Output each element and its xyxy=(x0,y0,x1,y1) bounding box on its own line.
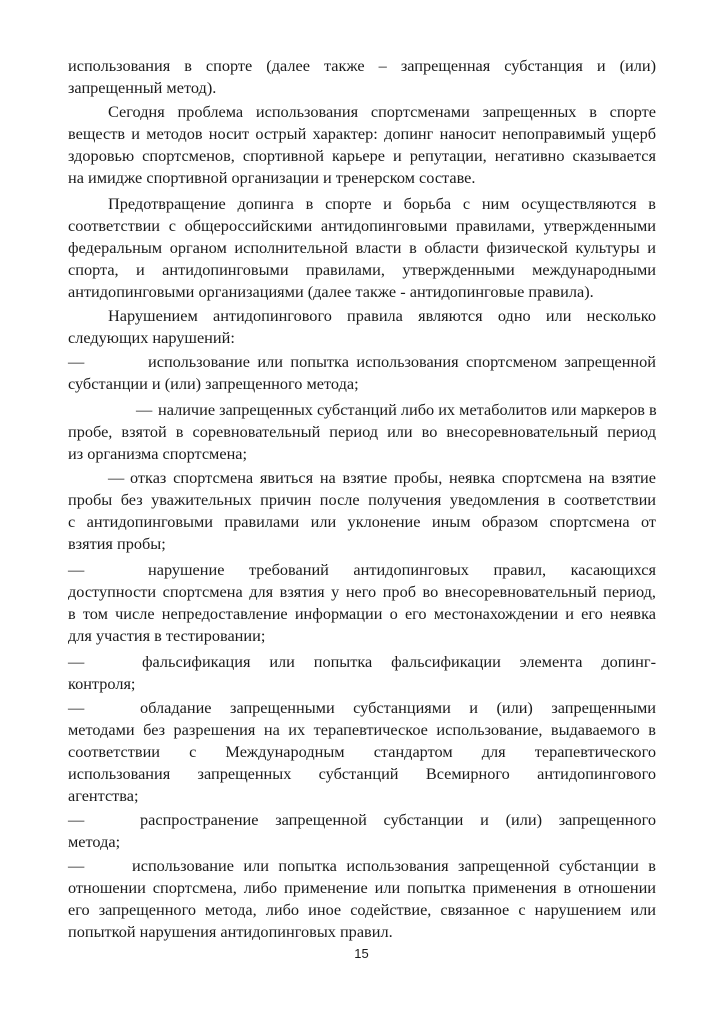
list-item-line: субстанции и (или) запрещенного метода; xyxy=(68,374,359,393)
list-item-line: в том числе непредоставление информации о его местонахождении и его неявка xyxy=(68,604,656,623)
list-item-line: метода; xyxy=(68,832,121,851)
list-item-line: соответствии с Международным стандартом для терапевтического xyxy=(68,742,656,761)
list-item-line: использования запрещенных субстанций Всемирного антидопингового xyxy=(68,764,656,783)
paragraph-line: Сегодня проблема использования спортсменами запрещенных в спорте xyxy=(108,102,656,121)
list-item-line: отношении спортсмена, либо применение или попытка применения в отношении xyxy=(68,878,656,897)
paragraph-line: антидопинговыми организациями (далее также - антидопинговые правила). xyxy=(68,282,594,301)
list-item-line: использование или попытка использования спортсменом запрещенной xyxy=(148,352,656,371)
list-item-line: для участия в тестировании; xyxy=(68,626,266,645)
paragraph-line: использования в спорте (далее также – запрещенная субстанция и (или) xyxy=(68,56,656,75)
paragraph-line: федеральным органом исполнительной власти в области физической культуры и xyxy=(68,238,656,257)
list-item-line: наличие запрещенных субстанций либо их метаболитов или маркеров в xyxy=(158,400,657,419)
list-item-line: из организма спортсмена; xyxy=(68,444,248,463)
list-dash: — xyxy=(68,352,85,371)
list-item-line: фальсификация или попытка фальсификации элемента допинг- xyxy=(142,652,656,671)
paragraph-line: веществ и методов носит острый характер: допинг наносит непоправимый ущерб xyxy=(68,124,656,143)
list-dash: — xyxy=(68,856,85,875)
list-item-line: использование или попытка использования запрещенной субстанции в xyxy=(132,856,656,875)
list-item-line: отказ спортсмена явиться на взятие пробы, неявка спортсмена на взятие xyxy=(130,468,656,487)
paragraph-line: Предотвращение допинга в спорте и борьба с ним осуществляются в xyxy=(108,194,656,213)
list-dash: — xyxy=(68,810,85,829)
list-dash: — xyxy=(136,400,153,419)
paragraph-line: здоровью спортсменов, спортивной карьере и репутации, негативно сказывается xyxy=(68,146,656,165)
list-dash: — xyxy=(108,468,125,487)
list-dash: — xyxy=(68,698,85,717)
list-item-line: взятия пробы; xyxy=(68,534,166,553)
list-item-line: распространение запрещенной субстанции и (или) запрещенного xyxy=(140,810,656,829)
list-item-line: нарушение требований антидопинговых правил, касающихся xyxy=(148,560,656,579)
list-dash: — xyxy=(68,652,85,671)
list-item-line: обладание запрещенными субстанциями и (или) запрещенными xyxy=(140,698,656,717)
paragraph-line: соответствии с общероссийскими антидопинговыми правилами, утвержденными xyxy=(68,216,656,235)
list-item-line: пробе, взятой в соревновательный период или во внесоревновательный период xyxy=(68,422,656,441)
list-item-line: агентства; xyxy=(68,786,139,805)
paragraph-line: спорта, и антидопинговыми правилами, утвержденными международными xyxy=(68,260,656,279)
paragraph-line: на имидже спортивной организации и тренерском составе. xyxy=(68,168,476,187)
list-item-line: с антидопинговыми правилами или уклонение иным образом спортсмена от xyxy=(68,512,656,531)
list-item-line: доступности спортсмена для взятия у него проб во внесоревновательный период, xyxy=(68,582,656,601)
list-dash: — xyxy=(68,560,85,579)
list-item-line: контроля; xyxy=(68,674,136,693)
list-item-line: пробы без уважительных причин после получения уведомления в соответствии xyxy=(68,490,656,509)
paragraph-line: Нарушением антидопингового правила являются одно или несколько xyxy=(108,306,656,325)
paragraph-line: запрещенный метод). xyxy=(68,78,217,97)
list-item-line: попыткой нарушения антидопинговых правил. xyxy=(68,922,393,941)
list-item-line: методами без разрешения на их терапевтическое использование, выдаваемого в xyxy=(68,720,656,739)
list-item-line: его запрещенного метода, либо иное содействие, связанное с нарушением или xyxy=(68,900,656,919)
paragraph-line: следующих нарушений: xyxy=(68,328,235,347)
page-number: 15 xyxy=(354,946,369,961)
